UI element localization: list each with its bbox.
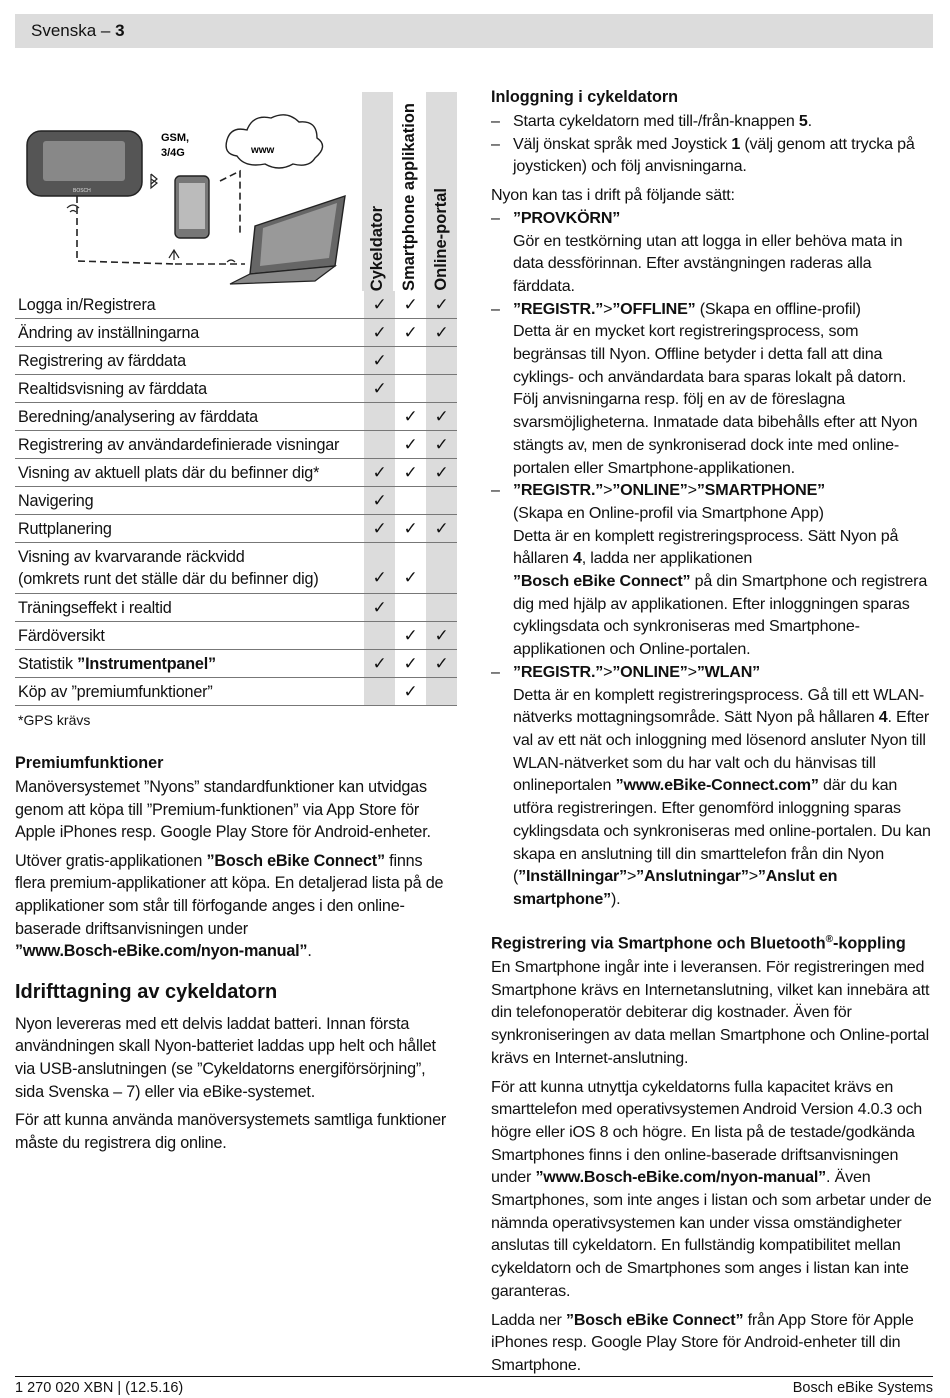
table-row — [15, 431, 457, 459]
check-cell — [395, 459, 426, 487]
check-cell — [364, 594, 395, 622]
feature-label: Beredning/analysering av färddata — [15, 403, 364, 431]
table-row — [15, 515, 457, 543]
premium-section — [15, 752, 457, 963]
table-row — [15, 650, 457, 678]
feature-table — [15, 291, 457, 706]
login-intro: Nyon kan tas i drift på följande sätt: — [491, 186, 735, 205]
bluetooth-paragraph-2: För att kunna utnyttja cykeldatorns fulla kapacitet krävs en smarttelefon med operativsystemen Android Version 4.0.3 och högre eller iOS 8 och högre. En lista på de testade/godkända Smartphones finns i den online-baserade driftsanvisningen under ”www.Bosch-eBike.com/nyon-manual”. Även Smartphones, som inte anges i listan och som arbetar under de nämnda operativsystemen kan under vissa omständigheter anslutas till cykeldatorn. En fullständig kompatibilitet mellan cykeldatorn och de Smartphones som anges i listan kan inte garanteras. — [491, 1077, 932, 1300]
check-icon: ✓ — [403, 294, 418, 314]
check-cell — [395, 347, 426, 375]
feature-label: Statistik ”Instrumentpanel” — [15, 650, 364, 678]
feature-label: Köp av ”premiumfunktioner” — [15, 678, 364, 706]
check-icon: ✓ — [372, 322, 387, 342]
connection-line-computer — [77, 196, 175, 264]
check-icon: ✓ — [434, 518, 449, 538]
table-row — [15, 594, 457, 622]
check-icon: ✓ — [372, 653, 387, 673]
left-column — [15, 86, 457, 1160]
check-cell — [426, 515, 457, 543]
login-options — [491, 207, 935, 911]
feature-label: Navigering — [15, 487, 364, 515]
connectivity-illustration — [15, 86, 457, 291]
login-steps — [491, 110, 935, 178]
check-cell — [426, 487, 457, 515]
table-row — [15, 487, 457, 515]
cloud-label: www — [251, 145, 275, 156]
check-cell — [426, 459, 457, 487]
check-icon: ✓ — [372, 568, 387, 587]
idrift-paragraph-2: För att kunna använda manöversystemets samtliga funktioner måste du registrera dig online. — [15, 1111, 447, 1152]
network-label: 3/4G — [161, 147, 185, 159]
check-icon: ✓ — [403, 653, 418, 673]
idrift-paragraph-1: Nyon levereras med ett delvis laddat batteri. Innan första användningen skall Nyon-batteriet laddas upp helt och hållet via USB-anslutningen (se ”Cykeldatorns energiförsörjning”, sida Svenska – 7) eller via eBike-systemet. — [15, 1014, 436, 1101]
feature-label: Logga in/Registrera — [15, 291, 364, 319]
header-page-number: 3 — [115, 21, 125, 40]
check-cell — [395, 431, 426, 459]
computer-brand-label: BOSCH — [73, 188, 91, 194]
feature-label: Ändring av inställningarna — [15, 319, 364, 347]
device-diagram — [15, 86, 360, 291]
check-cell — [426, 291, 457, 319]
premium-paragraph-1: Manöversystemet ”Nyons” standardfunktioner kan utvidgas genom att köpa till ”Premium-funktionen” via App Store för Apple iPhones resp. Google Play Store för Android-enheter. — [15, 778, 431, 842]
bluetooth-heading: Registrering via Smartphone och Bluetooth®-koppling — [491, 933, 906, 952]
check-cell — [364, 431, 395, 459]
header-separator: – — [96, 21, 116, 40]
option-offline: – ”REGISTR.”>”OFFLINE” (Skapa en offline-profil) Detta är en mycket kort registreringsprocess, som begränsas till Nyon. Offline betyder i detta fall att dina cyklings- och användardata bara sparas lokalt på datorn. Följ anvisningarna resp. följ en av de föreslagna svarsmöjligheterna. Inmatade data bibehålls efter att Nyon stängts av, men de synkroniserad dock inte med online-portalen eller Smartphone-applikationen. — [491, 298, 935, 480]
check-icon: ✓ — [434, 434, 449, 454]
check-icon: ✓ — [403, 568, 418, 587]
check-cell — [364, 403, 395, 431]
header-language: Svenska — [31, 21, 97, 40]
check-cell — [395, 650, 426, 678]
check-cell — [364, 487, 395, 515]
idrift-heading: Idrifttagning av cykeldatorn — [15, 980, 278, 1003]
check-icon: ✓ — [434, 294, 449, 314]
check-icon: ✓ — [434, 462, 449, 482]
option-provkorn: – ”PROVKÖRN” Gör en testkörning utan att logga in eller behöva mata in data dessförinnan. Efter avstängningen raderas alla färddata. — [491, 207, 935, 298]
check-cell — [426, 375, 457, 403]
check-cell — [426, 431, 457, 459]
table-row — [15, 543, 457, 594]
page-header — [15, 14, 933, 48]
table-column-headers — [362, 92, 457, 291]
check-icon: ✓ — [434, 322, 449, 342]
option-wlan: – ”REGISTR.”>”ONLINE”>”WLAN” Detta är en komplett registreringsprocess. Gå till ett WLAN-nätverks mottagningsområde. Sätt Nyon på hållaren 4. Efter val av ett nät och inloggning med lösenord ansluter Nyon till WLAN-nätverket som du har valt och du hänvisas till onlineportalen ”www.eBike-Connect.com” där du kan utföra registreringen. Efter genomförd inloggning sparas cyklingsdata och synkroniseras med online-portalen. Du kan skapa en anslutning till din smarttelefon från din Nyon (”Inställningar”>”Anslutningar”>”Anslut en smartphone”). — [491, 661, 935, 911]
check-cell — [395, 487, 426, 515]
check-cell — [426, 622, 457, 650]
bluetooth-paragraph-1: En Smartphone ingår inte i leveransen. För registreringen med Smartphone krävs en Internetanslutning, vilket kan innebära att din telefonoperatör debiterar dig kostnader. Även för synkroniseringen av data mellan Smartphone och Online-portal krävs en Internet-anslutning. — [491, 958, 930, 1067]
right-column — [491, 86, 935, 1383]
check-icon: ✓ — [403, 434, 418, 454]
bluetooth-paragraph-3: Ladda ner ”Bosch eBike Connect” från App Store för Apple iPhones resp. Google Play Store för Android-enheter till din Smartphone. — [491, 1310, 914, 1374]
check-icon: ✓ — [403, 462, 418, 482]
premium-paragraph-2: Utöver gratis-applikationen ”Bosch eBike Connect” finns flera premium-applikationer att köpa. En detaljerad lista på de applikationer som står till förfogande anges i den online-baserade driftsanvisningen under ”www.Bosch-eBike.com/nyon-manual”. — [15, 851, 444, 961]
bluetooth-icon — [151, 174, 157, 188]
check-icon: ✓ — [372, 378, 387, 398]
table-row — [15, 678, 457, 706]
table-row — [15, 459, 457, 487]
check-icon: ✓ — [434, 653, 449, 673]
check-cell — [426, 678, 457, 706]
check-cell — [426, 594, 457, 622]
laptop-icon — [230, 196, 345, 284]
check-cell — [395, 375, 426, 403]
check-cell — [395, 543, 426, 594]
check-icon: ✓ — [372, 350, 387, 370]
check-cell — [395, 678, 426, 706]
footer-company: Bosch eBike Systems — [792, 1380, 933, 1396]
login-heading: Inloggning i cykeldatorn — [491, 88, 679, 106]
check-icon: ✓ — [372, 518, 387, 538]
check-icon: ✓ — [403, 518, 418, 538]
check-cell — [426, 347, 457, 375]
feature-label: Visning av aktuell plats där du befinner dig* — [15, 459, 364, 487]
check-cell — [395, 319, 426, 347]
check-cell — [395, 594, 426, 622]
gsm-label: GSM, — [161, 132, 190, 144]
table-row — [15, 403, 457, 431]
footer-doc-number: 1 270 020 XBN | (12.5.16) — [15, 1380, 184, 1396]
check-cell — [364, 375, 395, 403]
check-cell — [426, 543, 457, 594]
check-cell — [426, 403, 457, 431]
check-icon: ✓ — [434, 625, 449, 645]
feature-label: Realtidsvisning av färddata — [15, 375, 364, 403]
check-icon: ✓ — [372, 462, 387, 482]
login-step-2: – Välj önskat språk med Joystick 1 (välj genom att trycka på joysticken) och följ anvisningarna. — [491, 133, 935, 178]
table-row — [15, 622, 457, 650]
check-icon: ✓ — [372, 490, 387, 510]
check-icon: ✓ — [403, 625, 418, 645]
table-row — [15, 347, 457, 375]
idrift-section — [15, 979, 457, 1155]
feature-label: Ruttplanering — [15, 515, 364, 543]
cloud-icon — [226, 115, 322, 168]
check-cell — [364, 347, 395, 375]
feature-label: Registrering av användardefinierade visningar — [15, 431, 364, 459]
column-header-online-portal: Online-portal — [426, 92, 457, 291]
check-icon: ✓ — [434, 406, 449, 426]
feature-label: Färdöversikt — [15, 622, 364, 650]
check-cell — [395, 403, 426, 431]
check-cell — [364, 678, 395, 706]
check-icon: ✓ — [403, 681, 418, 701]
check-cell — [426, 650, 457, 678]
column-header-cykeldator: Cykeldator — [362, 92, 393, 291]
check-cell — [364, 459, 395, 487]
check-icon: ✓ — [403, 406, 418, 426]
login-step-1: – Starta cykeldatorn med till-/från-knappen 5. — [491, 110, 935, 133]
check-icon: ✓ — [372, 294, 387, 314]
table-row — [15, 291, 457, 319]
check-cell — [426, 319, 457, 347]
check-cell — [364, 515, 395, 543]
check-cell — [395, 291, 426, 319]
check-cell — [395, 622, 426, 650]
option-smartphone: – ”REGISTR.”>”ONLINE”>”SMARTPHONE” (Skapa en Online-profil via Smartphone App) Detta är en komplett registreringsprocess. Sätt Nyon på hållaren 4, ladda ner applikationen ”Bosch eBike Connect” på din Smartphone och registrera dig med hjälp av applikationen. Efter inloggningen sparas cyklingsdata och synkroniseras med Smartphone-applikationen och Online-portalen. — [491, 479, 935, 661]
footer-rule — [15, 1376, 933, 1377]
column-header-smartphone: Smartphone applikation — [400, 103, 418, 291]
check-cell — [364, 291, 395, 319]
check-cell — [364, 650, 395, 678]
table-row — [15, 375, 457, 403]
feature-label: Visning av kvarvarande räckvidd (omkrets runt det ställe där du befinner dig) — [15, 543, 364, 594]
check-cell — [364, 543, 395, 594]
check-cell — [395, 515, 426, 543]
premium-heading: Premiumfunktioner — [15, 754, 164, 772]
check-icon: ✓ — [372, 597, 387, 617]
check-cell — [364, 622, 395, 650]
check-cell — [364, 319, 395, 347]
signal-icon — [169, 250, 179, 260]
feature-label: Träningseffekt i realtid — [15, 594, 364, 622]
table-footnote: *GPS krävs — [18, 712, 91, 728]
table-row — [15, 319, 457, 347]
check-icon: ✓ — [403, 322, 418, 342]
feature-label: Registrering av färddata — [15, 347, 364, 375]
